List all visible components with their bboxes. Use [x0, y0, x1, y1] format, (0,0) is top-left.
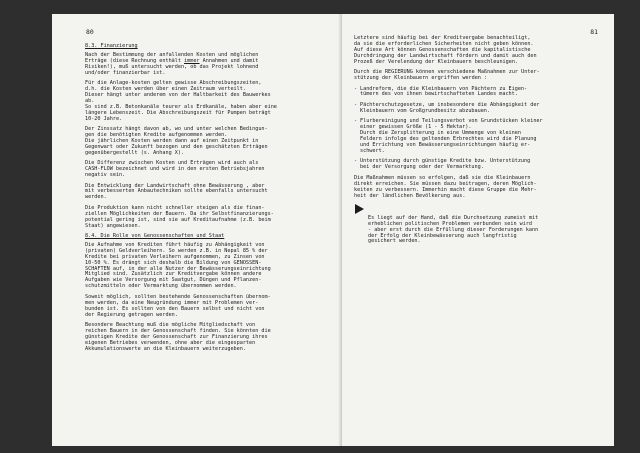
list-item-text: Unterstützung durch günstige Kredite bzw. Unterstützung bei der Versorgung oder der Vermarktung.	[360, 158, 531, 171]
list-item-text: Flurbereinigung und Teilungsverbot von Grundstücken kleiner einer gewissen Größe (1 - 5 Hektar). Durch die Zersplitterung in eine Ummenge von kleinen Feldern infolge des geltenden Erbrechtes wird die Planung und Errichtung von Bewässerungseinrichtungen häufig er- schwert.	[360, 118, 543, 154]
left-page-text	[85, 44, 332, 353]
list-item	[354, 159, 602, 171]
paragraph-text: Nach der Bestimmung der anfallenden Kosten und möglichen Erträge (diese Rechnung enthält	[85, 51, 259, 64]
paragraph: Durch die REGIERUNG können verschiedene Maßnahmen zur Unter- stützung der Kleinbauern ergriffen werden :	[354, 69, 540, 82]
paragraph: Die Aufnahme von Krediten führt häufig zu Abhängigkeit von (privaten) Geldverleihern. So werden z.B. in Nepal 85 % der Kredite bei privaten Verleihern aufgenommen, zu Zinsen von 10-50 %. Es drängt sich deshalb die Bildung von GENOSSEN- SCHAFTEN auf, in der alle Nutzer der Bewässerungseinrichtung Mitglied sind. Zusätzlich zur Kreditvergabe können andere Aufgaben wie Versorgung mit Saatgut, Düngen und Pflanzen- schutzmitteln oder Vermarktung übernommen werden.	[85, 241, 271, 290]
note-text: Es liegt auf der Hand, daß die Durchsetzung zumeist mit erheblichen politischen Problemen verbunden sein wird - aber erst durch die Erfüllung dieser Forderungen kann der Erfolg der Kleinbewässerung auch langfristig gesichert werden.	[368, 214, 539, 245]
section-heading-genossenschaften: 8.4. Die Rolle von Genossenschaften und Staat	[85, 233, 225, 240]
section-heading-finanzierung: 8.3. Finanzierung	[85, 43, 138, 49]
paragraph	[85, 53, 332, 77]
paragraph-text: Annahmen und damit Risiken!), muß untersucht werden, ob das Projekt lohnend und/oder finanzierbar ist.	[85, 57, 259, 76]
highlighted-note	[354, 204, 602, 245]
paragraph: Für die Anlage-kosten gelten gewisse Abschreibungszeiten, d.h. die Kosten werden über einen Zeitraum verteilt. Dieser hängt unter anderem von der Haltbarkeit des Bauwerkes ab. So sind z.B. Betonkanäle teurer als Erdkanäle, haben aber eine längere Lebenszeit. Die Abschreibungszeit für Pumpen beträgt 10-20 Jahre.	[85, 80, 277, 122]
list-item	[354, 119, 602, 154]
list-item-text: Pächterschutzgesetze, um insbesondere die Abhängigkeit der Kleinbauern vom Großgrundbesitz abzubauen.	[360, 101, 540, 114]
paragraph: Besondere Beachtung muß die mögliche Mitgliedschaft von reichen Bauern in der Genossenschaft finden. Sie könnten die günstigen Kredite der Genossenschaft zur Finanzierung ihres eigenen Betriebes verwenden, ohne aber die eingesparten Akkumulationswerte an die Kleinbauern weiterzugeben.	[85, 322, 271, 352]
pointing-arrow-icon	[355, 204, 364, 214]
list-item-text: Landreform, die die Kleinbauern von Pächtern zu Eigen- tümern des von ihnen bewirtschafteten Landes macht.	[360, 85, 528, 98]
underlined-word: immer	[184, 57, 200, 64]
list-item	[354, 87, 602, 99]
paragraph: Der Zinssatz hängt davon ab, wo und unter welchen Bedingun- gen die benötigten Kredite aufgenommen werden. Die jährlichen Kosten werden dann auf einen Zeitpunkt in Gegenwart oder Zukunft bezogen und den geschätzten Erträgen gegenübergestellt (s. Anhang X).	[85, 126, 268, 156]
page-number-right: 81	[590, 28, 598, 36]
paragraph: Die Entwicklung der Landwirtschaft ohne Bewässerung , aber mit verbesserten Anbautechniken sollte ebenfalls untersucht werden.	[85, 182, 268, 201]
paragraph: Letztere sind häufig bei der Kreditvergabe benachteiligt, da sie die erforderlichen Sicherheiten nicht geben können. Auf diese Art können Genossenschaften die kapitalistische Durchdringung der Landwirtschaft fördern und damit auch den Prozeß der Verelendung der Kleinbauern beschleunigen.	[354, 35, 537, 65]
page-number-left: 80	[86, 28, 94, 36]
paragraph: Soweit möglich, sollten bestehende Genossenschaften übernom- men werden, da eine Neugründung immer mit Problemen ver- bunden ist. Es sollten von den Bauern selbst und nicht von der Regierung getragen werden.	[85, 293, 271, 318]
dash-bullet-icon: -	[354, 85, 358, 92]
dash-bullet-icon: -	[354, 101, 358, 108]
list-item	[354, 103, 602, 115]
dash-bullet-icon: -	[354, 158, 358, 165]
paragraph: Die Produktion kann nicht schneller steigen als die finan- ziellen Möglichkeiten der Bauern. Da ihr Selbstfinanzierungs- potential gering ist, sind sie auf Kreditaufnahme (z.B. beim Staat) angewiesen.	[85, 204, 274, 229]
right-page-text	[354, 36, 602, 245]
paragraph: Die Differenz zwischen Kosten und Erträgen wird auch als CASH-FLOW bezeichnet und wird in den ersten Betriebsjahren negativ sein.	[85, 160, 265, 178]
dash-bullet-icon: -	[354, 118, 358, 125]
paragraph: Die Maßnahmen müssen so erfolgen, daß sie die Kleinbauern direkt erreichen. Sie müssen dazu beitragen, deren Möglich- keiten zu verbessern. Immerhin macht diese Gruppe die Mehr- heit der ländlichen Bevölkerung aus.	[354, 174, 537, 199]
left-page	[52, 14, 342, 446]
right-page	[342, 14, 614, 446]
